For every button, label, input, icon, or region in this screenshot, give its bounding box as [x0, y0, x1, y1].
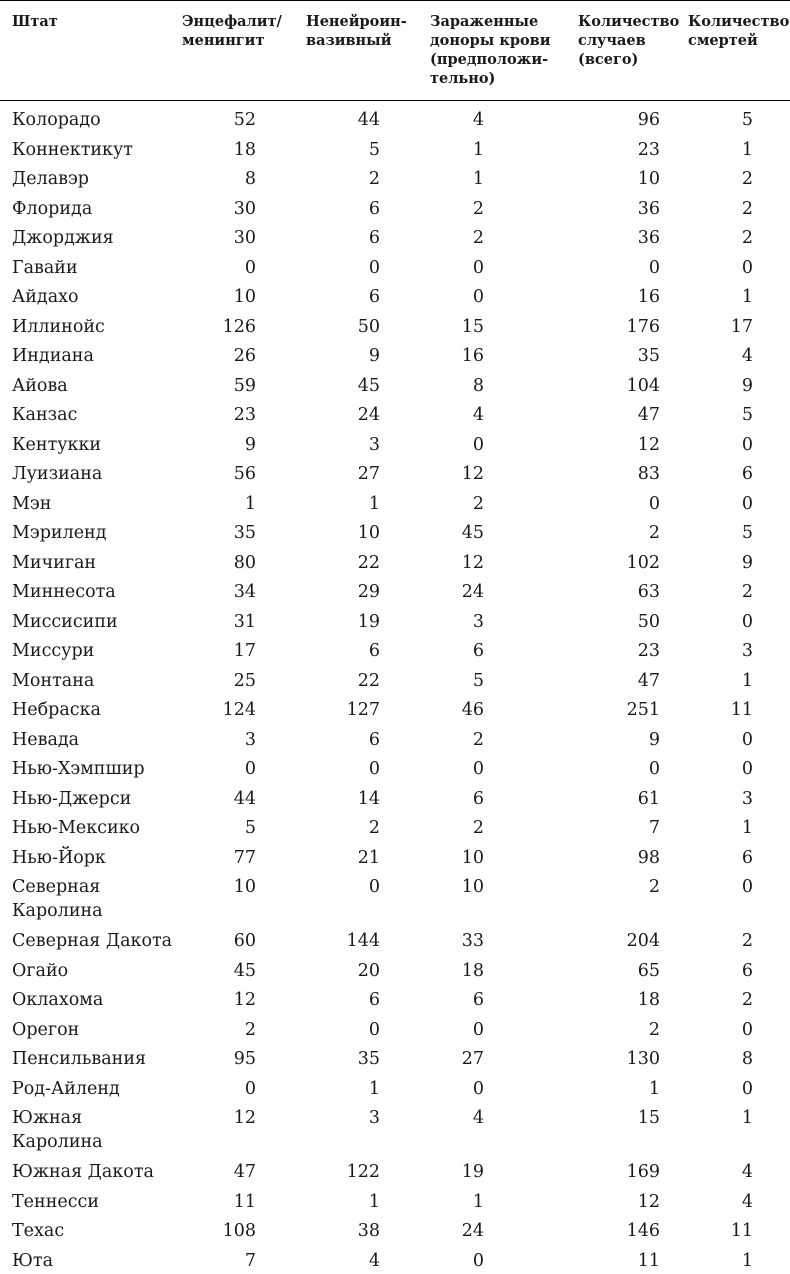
value-cell: 12 [637, 1191, 660, 1212]
value-cell: 5 [741, 523, 753, 543]
value-cell: 8 [741, 1049, 753, 1069]
value-cell: 18 [461, 960, 484, 981]
value-cell: 12 [637, 434, 660, 455]
value-cell: 5 [741, 110, 753, 130]
state-name-cell: Теннесси [12, 1191, 99, 1212]
value-cell: 2 [472, 818, 484, 838]
value-cell: 22 [357, 670, 380, 691]
value-cell: 0 [244, 759, 256, 779]
value-cell: 5 [741, 405, 753, 425]
value-cell: 6 [741, 960, 753, 981]
value-cell: 18 [233, 139, 256, 160]
value-cell: 6 [368, 198, 380, 219]
value-cell: 17 [730, 316, 753, 337]
value-cell: 18 [637, 990, 660, 1010]
state-name-cell: Коннектикут [12, 139, 133, 160]
value-cell: 122 [346, 1162, 380, 1182]
header-infected-blood-donors: Зараженные доноры крови (предположи- тельно) [430, 13, 551, 87]
header-non-neuroinvasive: Ненейроин- вазивный [306, 13, 407, 49]
value-cell: 47 [233, 1162, 256, 1182]
value-cell: 6 [741, 847, 753, 868]
value-cell: 4 [741, 1191, 753, 1212]
value-cell: 0 [741, 1078, 753, 1099]
state-name-cell: Индиана [12, 346, 94, 366]
value-cell: 2 [741, 198, 753, 219]
value-cell: 1 [244, 493, 256, 514]
value-cell: 9 [648, 729, 660, 750]
value-cell: 24 [461, 582, 484, 602]
value-cell: 3 [472, 611, 484, 632]
value-cell: 6 [368, 990, 380, 1010]
value-cell: 1 [741, 818, 753, 838]
value-cell: 2 [472, 228, 484, 248]
value-cell: 24 [461, 1221, 484, 1241]
value-cell: 0 [368, 877, 380, 897]
value-cell: 80 [233, 552, 256, 573]
state-name-cell: Нью-Джерси [12, 788, 132, 809]
value-cell: 44 [357, 110, 380, 130]
value-cell: 6 [368, 287, 380, 307]
value-cell: 27 [461, 1049, 484, 1069]
value-cell: 2 [741, 582, 753, 602]
value-cell: 1 [368, 1078, 380, 1099]
value-cell: 9 [741, 375, 753, 396]
state-name-cell: Мэриленд [12, 523, 107, 543]
value-cell: 130 [626, 1049, 660, 1069]
value-cell: 22 [357, 552, 380, 573]
value-cell: 36 [637, 228, 660, 248]
value-cell: 0 [472, 257, 484, 278]
state-name-cell: Гавайи [12, 257, 78, 278]
value-cell: 3 [368, 1108, 380, 1128]
value-cell: 56 [233, 464, 256, 484]
value-cell: 2 [472, 493, 484, 514]
state-name-cell: Южная Дакота [12, 1162, 154, 1182]
value-cell: 0 [648, 257, 660, 278]
value-cell: 33 [461, 931, 484, 951]
value-cell: 10 [461, 877, 484, 897]
value-cell: 3 [244, 729, 256, 750]
value-cell: 4 [472, 1108, 484, 1128]
value-cell: 31 [233, 611, 256, 632]
table-header [0, 12, 790, 98]
value-cell: 251 [626, 700, 660, 720]
value-cell: 5 [244, 818, 256, 838]
value-cell: 4 [472, 405, 484, 425]
value-cell: 204 [626, 931, 660, 951]
value-cell: 4 [741, 346, 753, 366]
value-cell: 2 [741, 169, 753, 189]
state-name-cell: Флорида [12, 198, 93, 219]
value-cell: 10 [233, 287, 256, 307]
state-name-cell: Канзас [12, 405, 78, 425]
header-total-cases: Количество случаев (всего) [578, 13, 680, 68]
value-cell: 6 [472, 641, 484, 661]
value-cell: 0 [741, 877, 753, 897]
value-cell: 23 [637, 641, 660, 661]
value-cell: 16 [637, 287, 660, 307]
state-name-cell: Нью-Йорк [12, 847, 106, 868]
header-deaths: Количество смертей [688, 13, 790, 49]
value-cell: 3 [368, 434, 380, 455]
value-cell: 0 [648, 493, 660, 514]
value-cell: 2 [741, 228, 753, 248]
value-cell: 23 [637, 139, 660, 160]
state-name-cell: Нью-Мексико [12, 818, 141, 838]
state-name-cell: Орегон [12, 1019, 80, 1040]
value-cell: 1 [741, 670, 753, 691]
value-cell: 45 [233, 960, 256, 981]
value-cell: 11 [233, 1191, 256, 1212]
state-name-cell: Миннесота [12, 582, 116, 602]
value-cell: 5 [472, 670, 484, 691]
value-cell: 9 [368, 346, 380, 366]
value-cell: 19 [461, 1162, 484, 1182]
value-cell: 30 [233, 228, 256, 248]
state-name-cell: Юта [12, 1250, 53, 1271]
value-cell: 127 [346, 700, 380, 720]
state-name-cell: Небраска [12, 700, 101, 720]
state-name-cell: Монтана [12, 670, 95, 691]
value-cell: 61 [637, 788, 660, 809]
value-cell: 2 [472, 198, 484, 219]
state-name-cell: Миссури [12, 641, 95, 661]
state-name-cell: Делавэр [12, 169, 89, 189]
value-cell: 1 [741, 1250, 753, 1271]
state-name-cell: Огайо [12, 960, 69, 981]
value-cell: 16 [461, 346, 484, 366]
state-name-cell: Иллинойс [12, 316, 105, 337]
table-top-rule [0, 0, 790, 1]
value-cell: 96 [637, 110, 660, 130]
value-cell: 124 [222, 700, 256, 720]
value-cell: 10 [461, 847, 484, 868]
value-cell: 146 [626, 1221, 660, 1241]
value-cell: 59 [233, 375, 256, 396]
value-cell: 2 [648, 1019, 660, 1040]
value-cell: 2 [648, 877, 660, 897]
value-cell: 6 [368, 729, 380, 750]
value-cell: 2 [472, 729, 484, 750]
value-cell: 0 [368, 759, 380, 779]
value-cell: 65 [637, 960, 660, 981]
state-name-cell: Джорджия [12, 228, 114, 248]
value-cell: 11 [637, 1250, 660, 1271]
value-cell: 0 [741, 434, 753, 455]
value-cell: 12 [461, 464, 484, 484]
state-name-cell: Миссисипи [12, 611, 118, 632]
value-cell: 10 [233, 877, 256, 897]
value-cell: 3 [741, 641, 753, 661]
value-cell: 50 [357, 316, 380, 337]
value-cell: 2 [368, 169, 380, 189]
state-name-cell: Луизиана [12, 464, 103, 484]
value-cell: 1 [472, 1191, 484, 1212]
value-cell: 10 [637, 169, 660, 189]
value-cell: 29 [357, 582, 380, 602]
value-cell: 1 [741, 1108, 753, 1128]
value-cell: 21 [357, 847, 380, 868]
state-name-cell: Кентукки [12, 434, 102, 455]
state-name-cell: Северная Каролина [12, 877, 103, 921]
value-cell: 0 [472, 1250, 484, 1271]
value-cell: 98 [637, 847, 660, 868]
value-cell: 38 [357, 1221, 380, 1241]
value-cell: 9 [244, 434, 256, 455]
state-name-cell: Северная Дакота [12, 931, 173, 951]
value-cell: 25 [233, 670, 256, 691]
state-name-cell: Нью-Хэмпшир [12, 759, 145, 779]
value-cell: 2 [648, 523, 660, 543]
value-cell: 4 [472, 110, 484, 130]
value-cell: 1 [472, 169, 484, 189]
value-cell: 104 [626, 375, 660, 396]
value-cell: 5 [368, 139, 380, 160]
state-name-cell: Пенсильвания [12, 1049, 147, 1069]
value-cell: 23 [233, 405, 256, 425]
value-cell: 17 [233, 641, 256, 661]
value-cell: 6 [741, 464, 753, 484]
value-cell: 2 [244, 1019, 256, 1040]
value-cell: 0 [244, 257, 256, 278]
value-cell: 36 [637, 198, 660, 219]
value-cell: 1 [368, 1191, 380, 1212]
value-cell: 2 [368, 818, 380, 838]
state-name-cell: Южная Каролина [12, 1108, 103, 1152]
value-cell: 4 [368, 1250, 380, 1271]
header-encephalitis-meningitis: Энцефалит/ менингит [182, 13, 282, 49]
value-cell: 11 [730, 700, 753, 720]
value-cell: 6 [368, 228, 380, 248]
value-cell: 11 [730, 1221, 753, 1241]
value-cell: 15 [461, 316, 484, 337]
value-cell: 12 [233, 990, 256, 1010]
value-cell: 1 [648, 1078, 660, 1099]
value-cell: 6 [368, 641, 380, 661]
value-cell: 0 [472, 1019, 484, 1040]
state-name-cell: Айова [12, 375, 68, 396]
value-cell: 10 [357, 523, 380, 543]
value-cell: 27 [357, 464, 380, 484]
value-cell: 45 [357, 375, 380, 396]
value-cell: 35 [233, 523, 256, 543]
value-cell: 24 [357, 405, 380, 425]
value-cell: 2 [741, 990, 753, 1010]
value-cell: 15 [637, 1108, 660, 1128]
value-cell: 45 [461, 523, 484, 543]
value-cell: 47 [637, 405, 660, 425]
value-cell: 0 [648, 759, 660, 779]
value-cell: 0 [472, 1078, 484, 1099]
value-cell: 20 [357, 960, 380, 981]
value-cell: 0 [472, 287, 484, 307]
value-cell: 60 [233, 931, 256, 951]
value-cell: 4 [741, 1162, 753, 1182]
value-cell: 95 [233, 1049, 256, 1069]
value-cell: 1 [472, 139, 484, 160]
value-cell: 0 [368, 1019, 380, 1040]
value-cell: 0 [741, 493, 753, 514]
value-cell: 0 [741, 257, 753, 278]
state-name-cell: Род-Айленд [12, 1078, 120, 1099]
value-cell: 0 [244, 1078, 256, 1099]
value-cell: 1 [368, 493, 380, 514]
state-name-cell: Колорадо [12, 110, 101, 130]
value-cell: 34 [233, 582, 256, 602]
value-cell: 35 [357, 1049, 380, 1069]
value-cell: 26 [233, 346, 256, 366]
value-cell: 8 [244, 169, 256, 189]
state-name-cell: Оклахома [12, 990, 104, 1010]
value-cell: 47 [637, 670, 660, 691]
state-name-cell: Айдахо [12, 287, 79, 307]
value-cell: 63 [637, 582, 660, 602]
value-cell: 50 [637, 611, 660, 632]
value-cell: 8 [472, 375, 484, 396]
value-cell: 0 [368, 257, 380, 278]
state-name-cell: Техас [12, 1221, 65, 1241]
value-cell: 0 [741, 759, 753, 779]
value-cell: 14 [357, 788, 380, 809]
value-cell: 7 [244, 1250, 256, 1271]
state-name-cell: Невада [12, 729, 80, 750]
value-cell: 169 [626, 1162, 660, 1182]
value-cell: 3 [741, 788, 753, 809]
value-cell: 12 [461, 552, 484, 573]
value-cell: 6 [472, 990, 484, 1010]
value-cell: 9 [741, 552, 753, 573]
value-cell: 108 [222, 1221, 256, 1241]
header-state: Штат [12, 13, 58, 30]
state-name-cell: Мэн [12, 493, 52, 514]
value-cell: 126 [222, 316, 256, 337]
value-cell: 6 [472, 788, 484, 809]
value-cell: 0 [741, 1019, 753, 1040]
value-cell: 19 [357, 611, 380, 632]
value-cell: 0 [472, 434, 484, 455]
value-cell: 0 [741, 729, 753, 750]
value-cell: 35 [637, 346, 660, 366]
value-cell: 12 [233, 1108, 256, 1128]
value-cell: 83 [637, 464, 660, 484]
state-name-cell: Мичиган [12, 552, 97, 573]
value-cell: 1 [741, 287, 753, 307]
value-cell: 30 [233, 198, 256, 219]
value-cell: 44 [233, 788, 256, 809]
value-cell: 2 [741, 931, 753, 951]
value-cell: 1 [741, 139, 753, 160]
value-cell: 77 [233, 847, 256, 868]
value-cell: 176 [626, 316, 660, 337]
value-cell: 0 [472, 759, 484, 779]
value-cell: 0 [741, 611, 753, 632]
value-cell: 7 [648, 818, 660, 838]
value-cell: 52 [233, 110, 256, 130]
value-cell: 102 [626, 552, 660, 573]
value-cell: 46 [461, 700, 484, 720]
value-cell: 144 [346, 931, 380, 951]
table-header-rule [0, 100, 790, 101]
